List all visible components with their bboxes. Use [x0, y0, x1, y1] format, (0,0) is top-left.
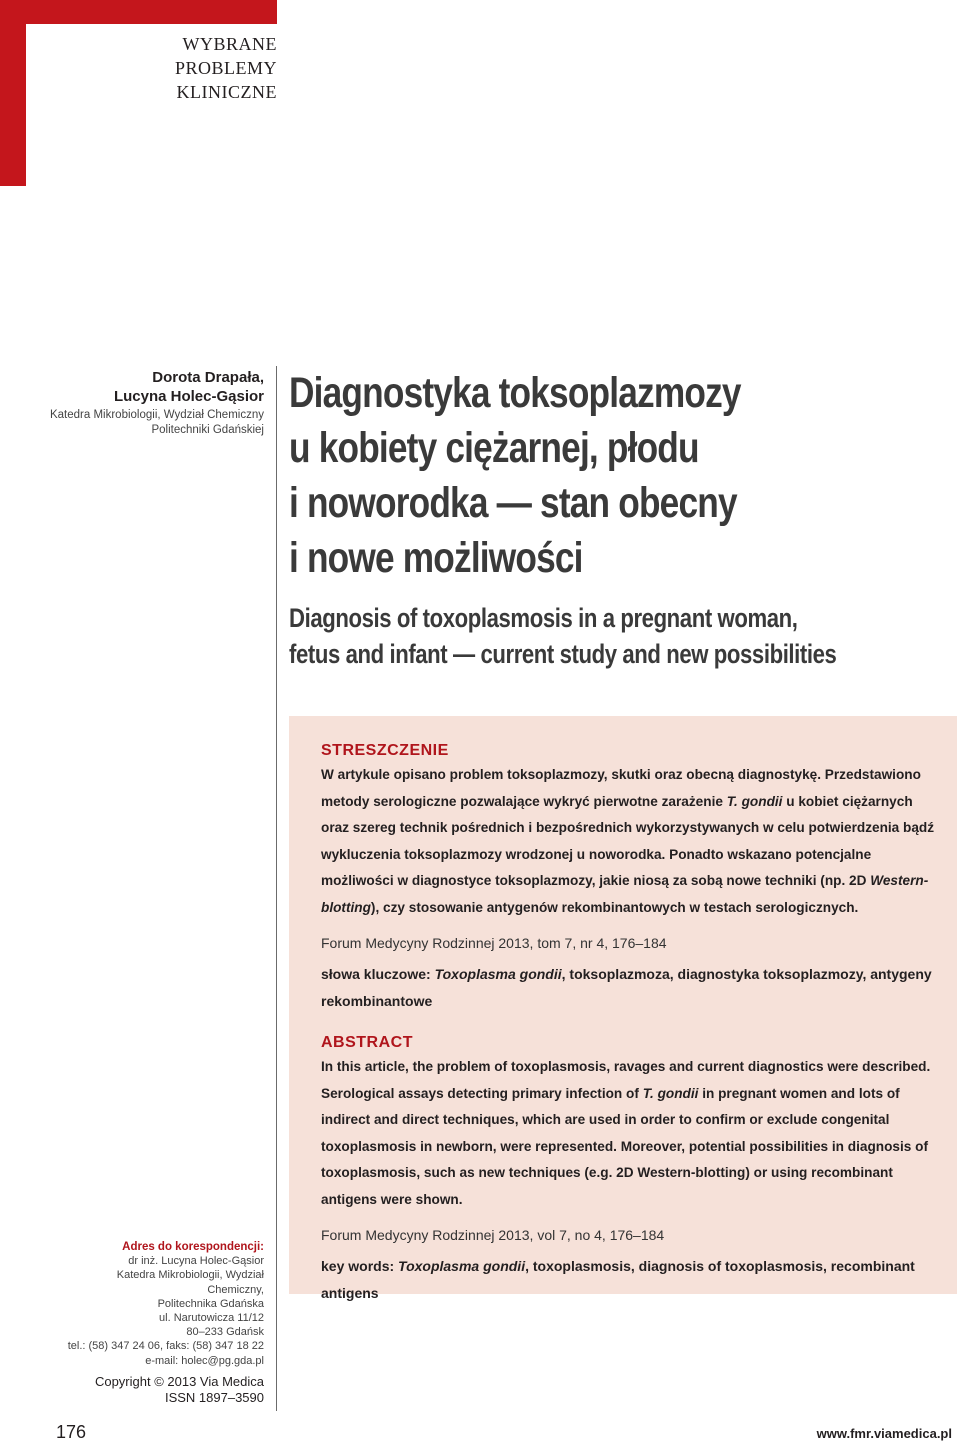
footer-url-link[interactable]: www.fmr.viamedica.pl: [816, 1426, 952, 1441]
section-label-line: WYBRANE: [182, 34, 277, 54]
copyright-line: Copyright © 2013 Via Medica: [94, 1374, 264, 1389]
section-label: [150, 32, 277, 104]
section-label-line: PROBLEMY: [174, 58, 277, 78]
title-english: [289, 600, 945, 672]
streszczenie-keywords: słowa kluczowe: Toxoplasma gondii, toksoplazmoza, diagnostyka toksoplazmozy, antygeny rekombinantowe: [321, 966, 932, 1009]
streszczenie-citation: Forum Medycyny Rodzinnej 2013, tom 7, nr 4, 176–184: [321, 935, 667, 951]
title-english-line: fetus and infant — current study and new possibilities: [289, 639, 837, 669]
issn-line: ISSN 1897–3590: [164, 1390, 264, 1405]
abstract-box: [289, 716, 957, 1301]
affiliation-line: Politechniki Gdańskiej: [151, 424, 264, 436]
title-polish-line: Diagnostyka toksoplazmozy: [289, 369, 741, 417]
correspondence-line: 80–233 Gdańsk: [186, 1326, 264, 1339]
affiliation-line: Katedra Mikrobiologii, Wydział Chemiczny: [49, 409, 264, 421]
abstract-keywords: key words: Toxoplasma gondii, toxoplasmosis, diagnosis of toxoplasmosis, recombinant antigens: [321, 1258, 915, 1301]
article-title: [289, 366, 949, 672]
red-accent-top: [26, 0, 277, 24]
correspondence-line: Politechnika Gdańska: [157, 1297, 264, 1310]
correspondence-label: Adres do korespondencji:: [122, 1241, 264, 1253]
correspondence-line: Katedra Mikrobiologii, Wydział Chemiczny,: [116, 1269, 264, 1296]
author-name: Lucyna Holec-Gąsior: [113, 388, 264, 405]
authors-block: [40, 368, 264, 438]
correspondence-line: dr inż. Lucyna Holec-Gąsior: [128, 1255, 264, 1268]
column-divider: [276, 366, 277, 1411]
abstract-heading: ABSTRACT: [321, 1034, 413, 1051]
correspondence-line: tel.: (58) 347 24 06, faks: (58) 347 18 22: [67, 1340, 264, 1353]
author-name: Dorota Drapała,: [152, 369, 264, 386]
title-polish-line: i noworodka — stan obecny: [289, 479, 737, 527]
section-label-line: KLINICZNE: [176, 82, 277, 102]
red-accent-bar: [0, 0, 26, 186]
abstract-text: In this article, the problem of toxoplasmosis, ravages and current diagnostics were described. Serological assays detecting primary infection of T. gondii in pregnant women and lots of indirect and direct techniques, which are used in order to confirm or exclude congenital toxoplasmosis in newborn, were represented. Moreover, potential possibilities in diagnosis of toxoplasmosis, such as new techniques (e.g. 2D Western-blotting) or using recombinant antigens were shown.: [321, 1059, 931, 1208]
page-number: 176: [56, 1422, 87, 1442]
title-english-line: Diagnosis of toxoplasmosis in a pregnant woman,: [289, 603, 798, 633]
streszczenie-heading: STRESZCZENIE: [321, 742, 449, 759]
copyright-block: [60, 1374, 264, 1406]
correspondence-block: [60, 1240, 264, 1368]
streszczenie-text: W artykule opisano problem toksoplazmozy, skutki oraz obecną diagnostykę. Przedstawiono metody serologiczne pozwalające wykryć pierwotne zarażenie T. gondii u kobiet ciężarnych oraz szereg technik pośrednich i bezpośrednich wykorzystywanych w celu potwierdzenia bądź wykluczenia toksoplazmozy wrodzonej u noworodka. Ponadto wskazano potencjalne możliwości w diagnostyce toksoplazmozy, jakie niosą za sobą nowe techniki (np. 2D Western-blotting), czy stosowanie antygenów rekombinantowych w testach serologicznych.: [321, 767, 935, 916]
author-affiliation: [40, 408, 264, 438]
correspondence-line: ul. Narutowicza 11/12: [159, 1312, 264, 1325]
correspondence-email[interactable]: e-mail: holec@pg.gda.pl: [145, 1354, 264, 1367]
title-polish-line: i nowe możliwości: [289, 534, 583, 582]
title-polish-line: u kobiety ciężarnej, płodu: [289, 424, 699, 472]
abstract-citation: Forum Medycyny Rodzinnej 2013, vol 7, no 4, 176–184: [321, 1227, 665, 1243]
